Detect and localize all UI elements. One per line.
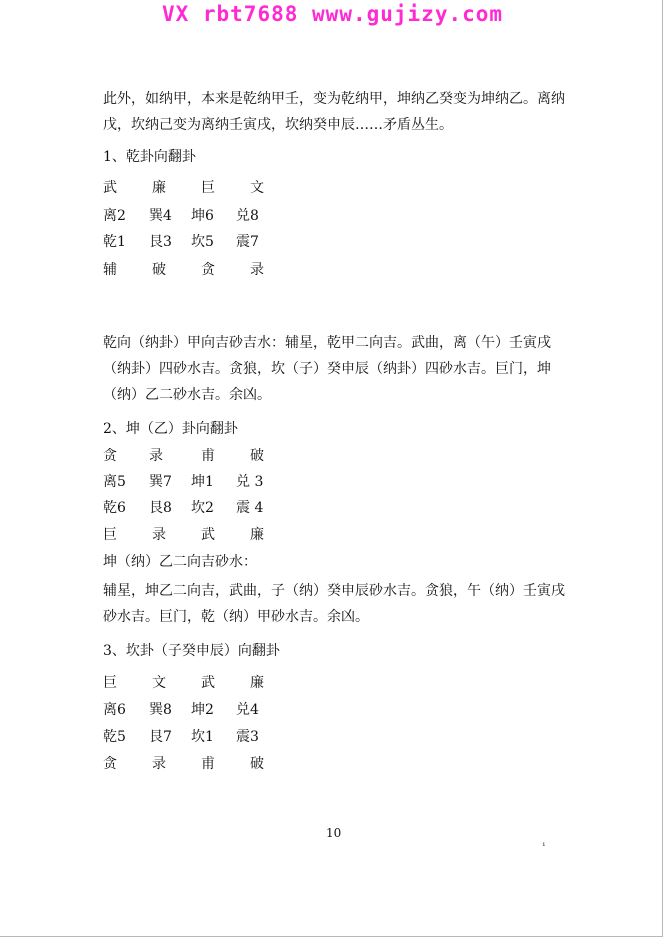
grid-cell: 巨 (201, 180, 215, 196)
section2-note: 辅星，坤乙二向吉，武曲，子（纳）癸申辰砂水吉。贪狼，午（纳）壬寅戌砂水吉。巨门，乾（纳）甲砂水吉。余凶。 (103, 583, 565, 625)
grid-cell: 兑 3 (236, 474, 264, 490)
grid-cell: 离2 (103, 208, 126, 224)
grid-cell: 甫 (201, 448, 215, 464)
grid-cell: 乾6 (103, 500, 126, 516)
grid-cell: 录 (152, 527, 166, 543)
grid-cell: 破 (152, 262, 166, 278)
grid-cell: 坤2 (191, 702, 214, 718)
grid-cell: 武 (103, 180, 117, 196)
grid-cell: 坤1 (191, 474, 214, 490)
grid-cell: 武 (201, 675, 215, 691)
grid-cell: 甫 (201, 756, 215, 772)
grid-cell: 录 (149, 448, 163, 464)
grid-cell: 兑8 (236, 208, 259, 224)
grid-cell: 廉 (250, 527, 264, 543)
watermark-text: VX rbt7688 www.gujizy.com (161, 2, 504, 26)
grid-cell: 巨 (103, 675, 117, 691)
grid-cell: 武 (201, 527, 215, 543)
grid-cell: 廉 (250, 675, 264, 691)
grid-cell: 文 (250, 180, 264, 196)
grid-cell: 艮8 (149, 500, 172, 516)
grid-cell: 离6 (103, 702, 126, 718)
grid-cell: 巽8 (149, 702, 172, 718)
grid-cell: 巽4 (149, 208, 172, 224)
grid-cell: 破 (250, 756, 264, 772)
corner-mark: ¹ (542, 842, 546, 852)
grid-cell: 辅 (103, 262, 117, 278)
section2-heading: 2、坤（乙）卦向翻卦 (103, 421, 238, 437)
grid-cell: 坎2 (191, 500, 214, 516)
section1-heading: 1、乾卦向翻卦 (103, 149, 196, 165)
grid-cell: 文 (152, 675, 166, 691)
grid-cell: 录 (152, 756, 166, 772)
grid-cell: 离5 (103, 474, 126, 490)
grid-cell: 贪 (201, 262, 215, 278)
grid-cell: 艮3 (149, 234, 172, 250)
grid-cell: 艮7 (149, 729, 172, 745)
grid-cell: 乾5 (103, 729, 126, 745)
grid-cell: 震 4 (236, 500, 264, 516)
grid-cell: 乾1 (103, 234, 126, 250)
grid-cell: 破 (250, 448, 264, 464)
grid-cell: 震7 (236, 234, 259, 250)
grid-cell: 坎1 (191, 729, 214, 745)
section2-subheading: 坤（纳）乙二向吉砂水： (103, 554, 257, 570)
section1-note: 乾向（纳卦）甲向吉砂吉水：辅星，乾甲二向吉。武曲，离（午）壬寅戌（纳卦）四砂水吉。贪狼，坎（子）癸申辰（纳卦）四砂水吉。巨门，坤（纳）乙二砂水吉。余凶。 (103, 335, 551, 403)
grid-cell: 兑4 (236, 702, 259, 718)
grid-cell: 贪 (103, 756, 117, 772)
grid-cell: 震3 (236, 729, 259, 745)
grid-cell: 巨 (103, 527, 117, 543)
grid-cell: 巽7 (149, 474, 172, 490)
grid-cell: 录 (250, 262, 264, 278)
grid-cell: 坎5 (191, 234, 214, 250)
grid-cell: 坤6 (191, 208, 214, 224)
grid-cell: 贪 (103, 448, 117, 464)
page-number: 10 (326, 826, 342, 840)
section3-heading: 3、坎卦（子癸申辰）向翻卦 (103, 643, 280, 659)
grid-cell: 廉 (152, 180, 166, 196)
intro-paragraph: 此外，如纳甲，本来是乾纳甲壬，变为乾纳甲，坤纳乙癸变为坤纳乙。离纳戊，坎纳己变为离纳壬寅戌，坎纳癸申辰……矛盾丛生。 (103, 91, 565, 133)
